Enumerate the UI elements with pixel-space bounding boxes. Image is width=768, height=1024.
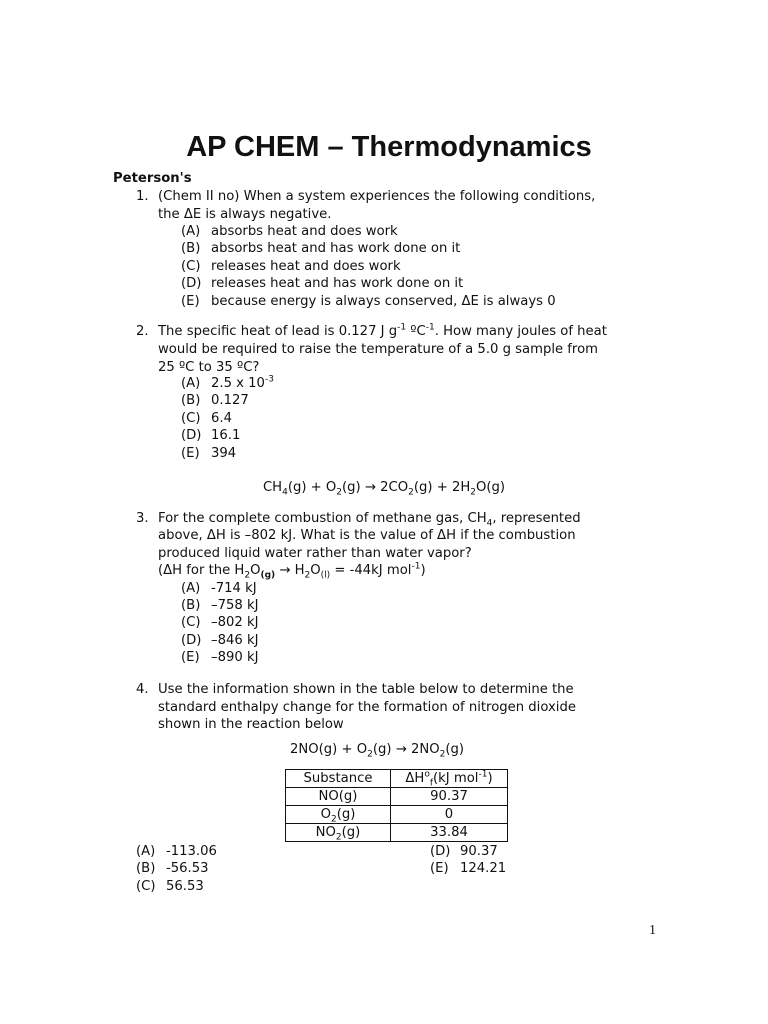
option-list: [181, 223, 556, 310]
option-b: (B) –758 kJ: [181, 597, 259, 613]
option-d: [181, 275, 556, 292]
enthalpy-table: [285, 769, 508, 842]
option-list: [181, 580, 258, 667]
option-c: [181, 258, 556, 275]
column-header: $\Delta H^o_f(kJ$ mol$^{-1}$): [391, 770, 508, 788]
reaction-equation: $2NO(g) + O_2(g) \to 2NO_2(g)$: [290, 742, 465, 760]
option-d: (D) 16.1: [181, 428, 241, 444]
question-text: the ΔE is always negative.: [158, 206, 332, 222]
option-c: (C) 56.53: [136, 878, 204, 894]
option-letter: (B): [181, 241, 201, 257]
option-text: absorbs heat and has work done on it: [211, 241, 461, 257]
option-list: [181, 375, 274, 462]
option-c: (C) 6.4: [181, 410, 232, 426]
option-a: (A) -714 kJ: [181, 580, 257, 596]
question-text: Use the information shown in the table below to determine the: [158, 682, 574, 697]
table-cell: NO(g): [286, 788, 391, 806]
question-number: 2.: [136, 324, 149, 339]
page-number: 1: [649, 923, 656, 938]
option-letter: (D): [181, 276, 202, 292]
option-b: [181, 240, 556, 257]
question-text: (ΔH for the $H_2O_{(g)} \to H_2O_{(l)} = -44kJ$ mol$^{-1}$): [158, 561, 426, 581]
section-heading: Peterson's: [113, 171, 192, 186]
option-letter: (A): [181, 224, 201, 239]
option-text: absorbs heat and does work: [211, 224, 398, 239]
option-a: (A) -113.06: [136, 844, 217, 859]
question-text: above, ΔH is –802 kJ. What is the value of ΔH if the combustion: [158, 528, 576, 543]
arrow-icon: →: [364, 480, 376, 495]
table-cell: $O_2(g)$: [286, 806, 391, 824]
option-e: (E) 394: [181, 445, 237, 461]
table-cell: $NO_2(g)$: [286, 824, 391, 842]
question-text: shown in the reaction below: [158, 717, 344, 732]
option-c: (C) –802 kJ: [181, 615, 259, 631]
option-b: (B) 0.127: [181, 393, 249, 409]
question-text: produced liquid water rather than water vapor?: [158, 545, 472, 561]
question-text: The specific heat of lead is 0.127 J $g^{-1}$ ºC$^{-1}$. How many joules of heat: [158, 322, 607, 339]
option-text: because energy is always conserved, ΔE is always 0: [211, 293, 556, 309]
page-title: AP CHEM – Thermodynamics: [186, 131, 592, 163]
option-e: (E) –890 kJ: [181, 650, 259, 666]
question-text: (Chem II no) When a system experiences the following conditions,: [158, 189, 596, 204]
option-letter: (C): [181, 258, 201, 274]
column-header: Substance: [286, 770, 391, 788]
option-e: [181, 293, 556, 310]
option-d: (D) 90.37: [430, 844, 498, 859]
table-row: [286, 806, 508, 824]
option-a: (A) 2.5 x $10^{-3}$: [181, 374, 274, 391]
reaction-equation: $CH_4(g) + O_2(g) \to 2CO_2(g) + 2H_2O(g)$: [262, 480, 506, 498]
option-letter: (E): [181, 293, 200, 309]
question-text: 25 ºC to 35 ºC?: [158, 359, 260, 375]
table-cell: 90.37: [391, 788, 508, 806]
option-e: (E) 124.21: [430, 861, 507, 877]
table-cell: 0: [391, 806, 508, 824]
arrow-icon: →: [395, 742, 407, 757]
table-row: [286, 824, 508, 842]
question-text: standard enthalpy change for the formation of nitrogen dioxide: [158, 699, 576, 715]
table-cell: 33.84: [391, 824, 508, 842]
option-text: releases heat and has work done on it: [211, 276, 464, 292]
option-b: (B) -56.53: [136, 861, 209, 877]
option-text: 2.5 x $10^{-3}$: [211, 374, 274, 391]
option-list-left: [136, 843, 217, 895]
option-text: releases heat and does work: [211, 258, 401, 274]
option-a: [181, 223, 556, 240]
table-row: [286, 788, 508, 806]
question-text: For the complete combustion of methane gas, $CH_4$, represented: [158, 511, 581, 529]
option-d: (D) –846 kJ: [181, 632, 259, 648]
question-number: 1.: [136, 189, 149, 204]
option-list-right: [430, 843, 506, 878]
question-text: would be required to raise the temperature of a 5.0 g sample from: [158, 342, 598, 357]
question-number: 4.: [136, 682, 149, 697]
question-number: 3.: [136, 511, 149, 526]
table-header-row: [286, 770, 508, 788]
